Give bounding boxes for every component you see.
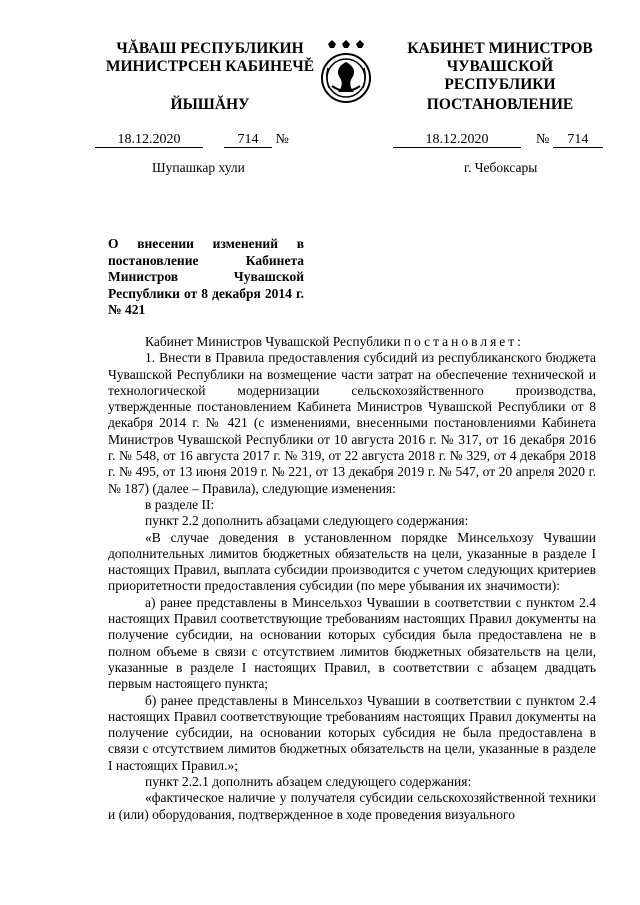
right-date: 18.12.2020 xyxy=(393,132,521,148)
left-number-sign: № xyxy=(275,132,289,147)
left-number: 714 xyxy=(224,132,272,148)
emblem-icon xyxy=(316,38,376,108)
paragraph-6: б) ранее представлены в Минсельхоз Чувашии в соответствии с пунктом 2.4 настоящих Правил соответствующие требованиям настоящих Правил документы на получение субсидии, на основании которых субсидия не была предоставлена в связи с отсутствием лимитов бюджетных обязательств на цели, указанные в разделе I настоящих Правил.»; xyxy=(108,692,596,773)
left-city: Шупашкар хули xyxy=(152,160,245,175)
right-header xyxy=(390,40,610,94)
left-header-line-1: ЧĂВАШ РЕСПУБЛИКИН xyxy=(116,40,304,57)
right-number-sign: № xyxy=(536,132,550,147)
intro-decree: постановляет: xyxy=(403,334,524,349)
right-city: г. Чебоксары xyxy=(464,160,538,175)
right-date-number-row xyxy=(393,132,603,148)
left-header-line-2: МИНИСТРСЕН КАБИНЕЧĚ xyxy=(105,58,315,75)
paragraph-3: пункт 2.2 дополнить абзацами следующего содержания: xyxy=(145,513,469,529)
left-date: 18.12.2020 xyxy=(95,132,203,148)
paragraph-7: пункт 2.2.1 дополнить абзацем следующего содержания: xyxy=(145,774,472,790)
left-doc-type: ЙЫШĂНУ xyxy=(170,96,250,113)
document-title: О внесении изменений в постановление Кабинета Министров Чувашской Республики от 8 декабря 2014 г. № 421 xyxy=(108,236,304,317)
paragraph-8: «фактическое наличие у получателя субсидии сельскохозяйственной техники и (или) оборудования, подтвержденное в ходе проведения визуального xyxy=(108,790,596,822)
paragraph-2: в разделе II: xyxy=(145,496,215,512)
intro-paragraph xyxy=(108,334,596,350)
intro-lead: Кабинет Министров Чувашской Республики xyxy=(145,334,401,349)
document-body xyxy=(108,334,596,823)
right-number: 714 xyxy=(553,132,603,148)
right-doc-type: ПОСТАНОВЛЕНИЕ xyxy=(426,96,574,113)
right-header-line-1: КАБИНЕТ МИНИСТРОВ xyxy=(407,40,593,57)
left-date-number-row xyxy=(95,132,289,148)
left-header xyxy=(95,40,325,76)
paragraph-5: а) ранее представлены в Минсельхоз Чувашии в соответствии с пунктом 2.4 настоящих Правил соответствующие требованиям настоящих Правил документы на получение субсидии, на основании которых субсидия была предоставлена не в полном объеме в связи с отсутствием лимитов бюджетных обязательств на цели, указанные в разделе I настоящих Правил, в соответствии с абзацем двадцать первым настоящего пункта; xyxy=(108,594,596,692)
right-header-line-2: ЧУВАШСКОЙ РЕСПУБЛИКИ xyxy=(444,58,556,93)
paragraph-4: «В случае доведения в установленном порядке Минсельхозу Чувашии дополнительных лимитов бюджетных обязательств на цели, указанные в разделе I настоящих Правил, выплата субсидии производится с учетом следующих критериев приоритетности предоставления субсидии (по мере убывания их значимости): xyxy=(108,529,596,594)
paragraph-1: 1. Внести в Правила предоставления субсидий из республиканского бюджета Чувашской Республики на возмещение части затрат на обеспечение технической и технологической модернизации сельскохозяйственного производства, утвержденные постановлением Кабинета Министров Чувашской Республики от 8 декабря 2014 г. № 421 (с изменениями, внесенными постановлениями Кабинета Министров Чувашской Республики от 10 августа 2016 г. № 317, от 16 декабря 2016 г. № 548, от 16 августа 2017 г. № 319, от 22 августа 2018 г. № 329, от 4 декабря 2018 г. № 495, от 13 июня 2019 г. № 221, от 13 декабря 2019 г. № 547, от 20 апреля 2020 г. № 187) (далее – Правила), следующие изменения: xyxy=(108,350,596,496)
